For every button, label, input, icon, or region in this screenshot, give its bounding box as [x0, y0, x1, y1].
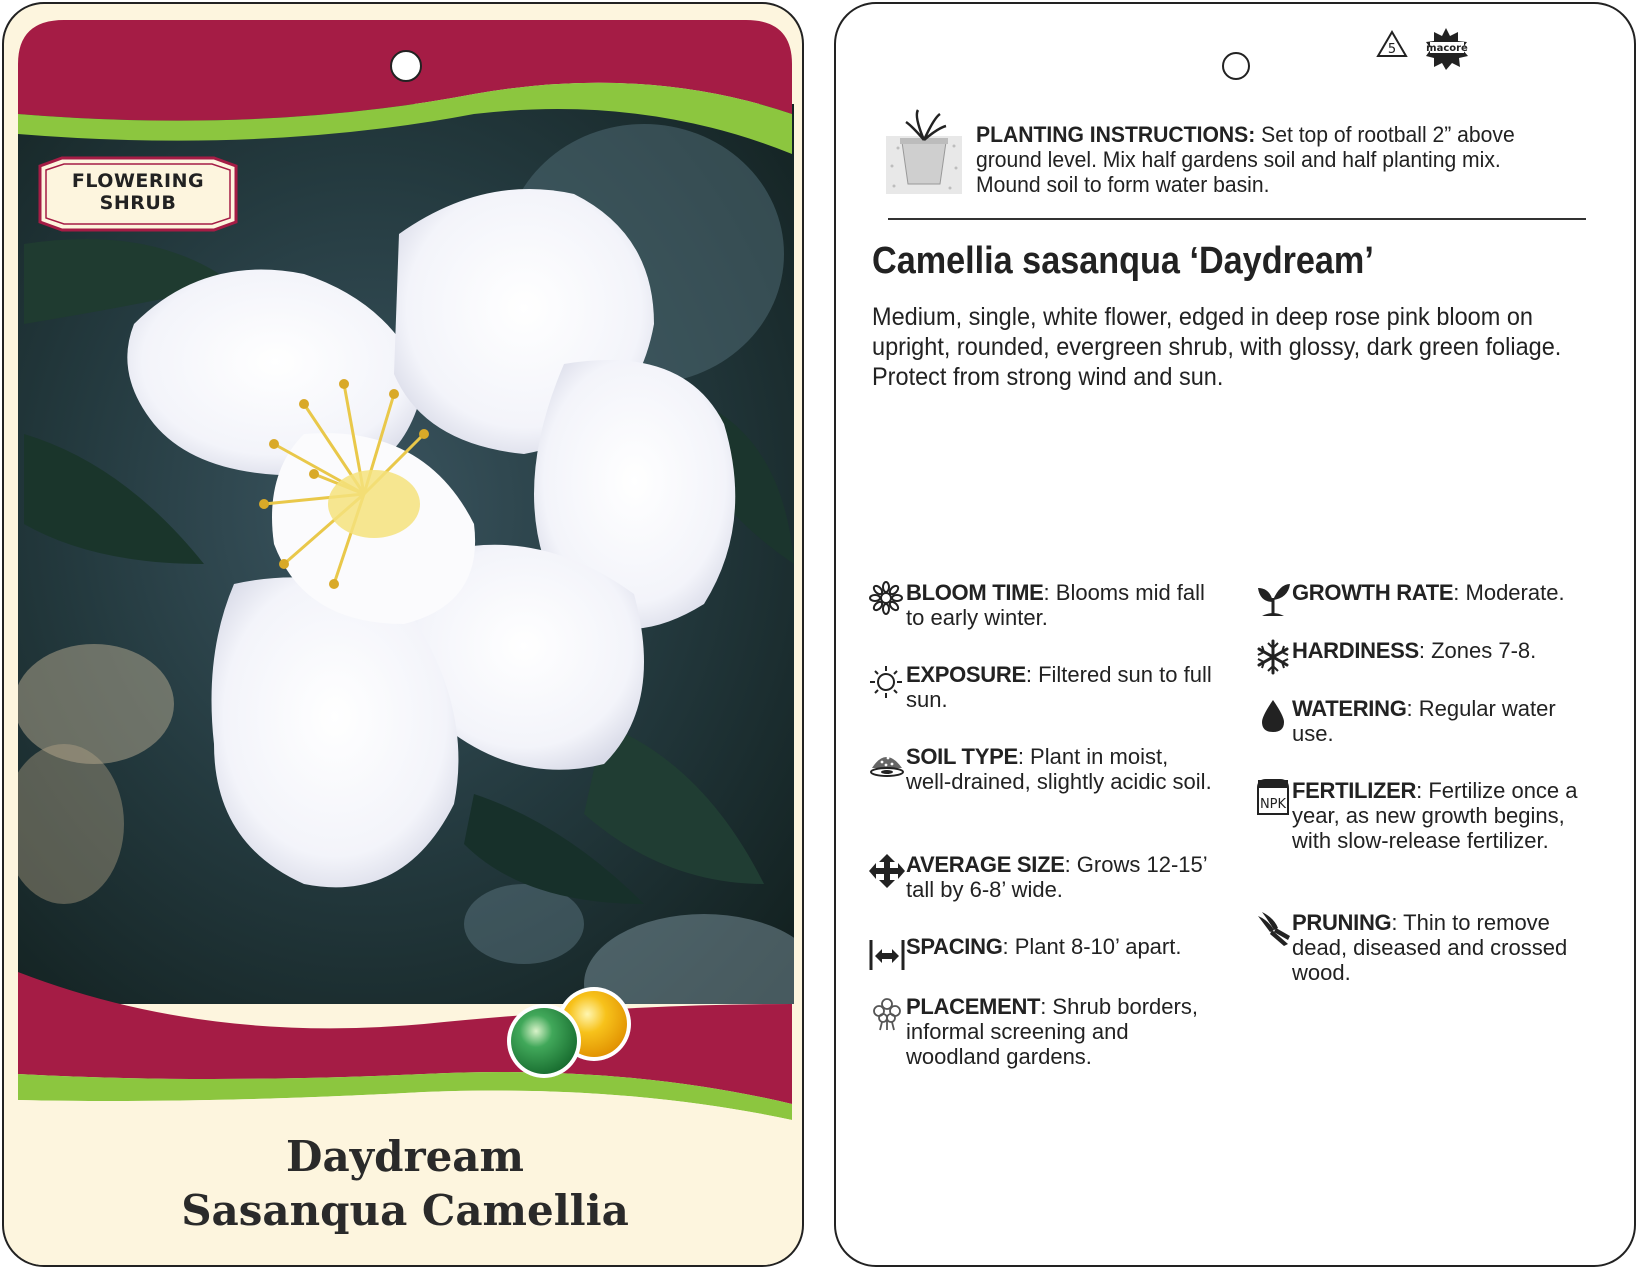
- planting-label: PLANTING INSTRUCTIONS:: [976, 122, 1256, 147]
- recycle-icon: [1372, 26, 1472, 70]
- attr-label: HARDINESS: [1292, 638, 1419, 663]
- flowering-shrub-badge: [32, 156, 244, 232]
- sun-icon: [868, 662, 906, 700]
- recycle-badge: [1372, 26, 1472, 75]
- attr-label: PRUNING: [1292, 910, 1392, 935]
- size-icon: [868, 852, 906, 890]
- attr-value: : Plant 8-10’ apart.: [1002, 934, 1182, 959]
- common-name-line-1: Daydream: [286, 1132, 524, 1181]
- attr-label: BLOOM TIME: [906, 580, 1044, 605]
- attr-value: : Grows 12-15’ tall by 6-8’ wide.: [906, 852, 1207, 902]
- placement-icon: [868, 994, 906, 1032]
- badge-line-2: SHRUB: [99, 192, 177, 214]
- attr-label: WATERING: [1292, 696, 1407, 721]
- flower-icon: [868, 580, 906, 618]
- planting-instructions: [884, 106, 1604, 210]
- attr-value: : Regular water use.: [1292, 696, 1556, 746]
- planting-text: [976, 122, 1562, 197]
- botanical-name: Camellia sasanqua ‘Daydream’: [872, 240, 1374, 282]
- spacing-icon: [868, 934, 906, 972]
- attr-value: : Zones 7-8.: [1418, 638, 1537, 663]
- common-name-line-2: Sasanqua Camellia: [181, 1186, 629, 1235]
- attr-label: GROWTH RATE: [1292, 580, 1454, 605]
- hang-hole: [1222, 52, 1250, 80]
- attr-value: : Thin to remove dead, diseased and crossed wood.: [1292, 910, 1568, 985]
- attr-label: SPACING: [906, 934, 1003, 959]
- plant-description: Medium, single, white flower, edged in deep rose pink bloom on upright, rounded, evergreen shrub, with glossy, dark green foliage. Protect from strong wind and sun.: [872, 303, 1562, 391]
- npk-text: NPK: [1259, 797, 1287, 812]
- water-drop-icon: [1254, 696, 1292, 734]
- attr-label: SOIL TYPE: [906, 744, 1018, 769]
- planting-body: Set top of rootball 2” above ground level. Mix half gardens soil and half planting mix. Mound soil to form water basin.: [976, 122, 1515, 197]
- front-tag: [2, 2, 804, 1267]
- pruner-icon: [1254, 910, 1292, 948]
- attr-value: : Fertilize once a year, as new growth begins, with slow-release fertilizer.: [1292, 778, 1578, 853]
- flower-photo: [4, 104, 804, 1054]
- sprout-icon: [1254, 580, 1292, 618]
- attr-value: : Blooms mid fall to early winter.: [906, 580, 1205, 630]
- npk-icon: [1254, 778, 1292, 816]
- back-tag: [834, 2, 1636, 1267]
- snowflake-icon: [1254, 638, 1292, 676]
- soil-icon: [868, 744, 906, 782]
- attr-label: EXPOSURE: [906, 662, 1026, 687]
- attr-label: PLACEMENT: [906, 994, 1041, 1019]
- recycle-number: 5: [1387, 42, 1397, 57]
- recycle-brand: macore: [1426, 43, 1468, 54]
- attr-value: : Plant in moist, well-drained, slightly acidic soil.: [906, 744, 1212, 794]
- attr-value: : Moderate.: [1453, 580, 1565, 605]
- pot-icon: [884, 106, 964, 196]
- attr-label: AVERAGE SIZE: [906, 852, 1065, 877]
- attr-label: FERTILIZER: [1292, 778, 1417, 803]
- attr-value: : Filtered sun to full sun.: [906, 662, 1212, 712]
- divider: [888, 218, 1586, 220]
- attr-value: : Shrub borders, informal screening and woodland gardens.: [906, 994, 1198, 1069]
- badge-line-1: FLOWERING: [71, 170, 205, 192]
